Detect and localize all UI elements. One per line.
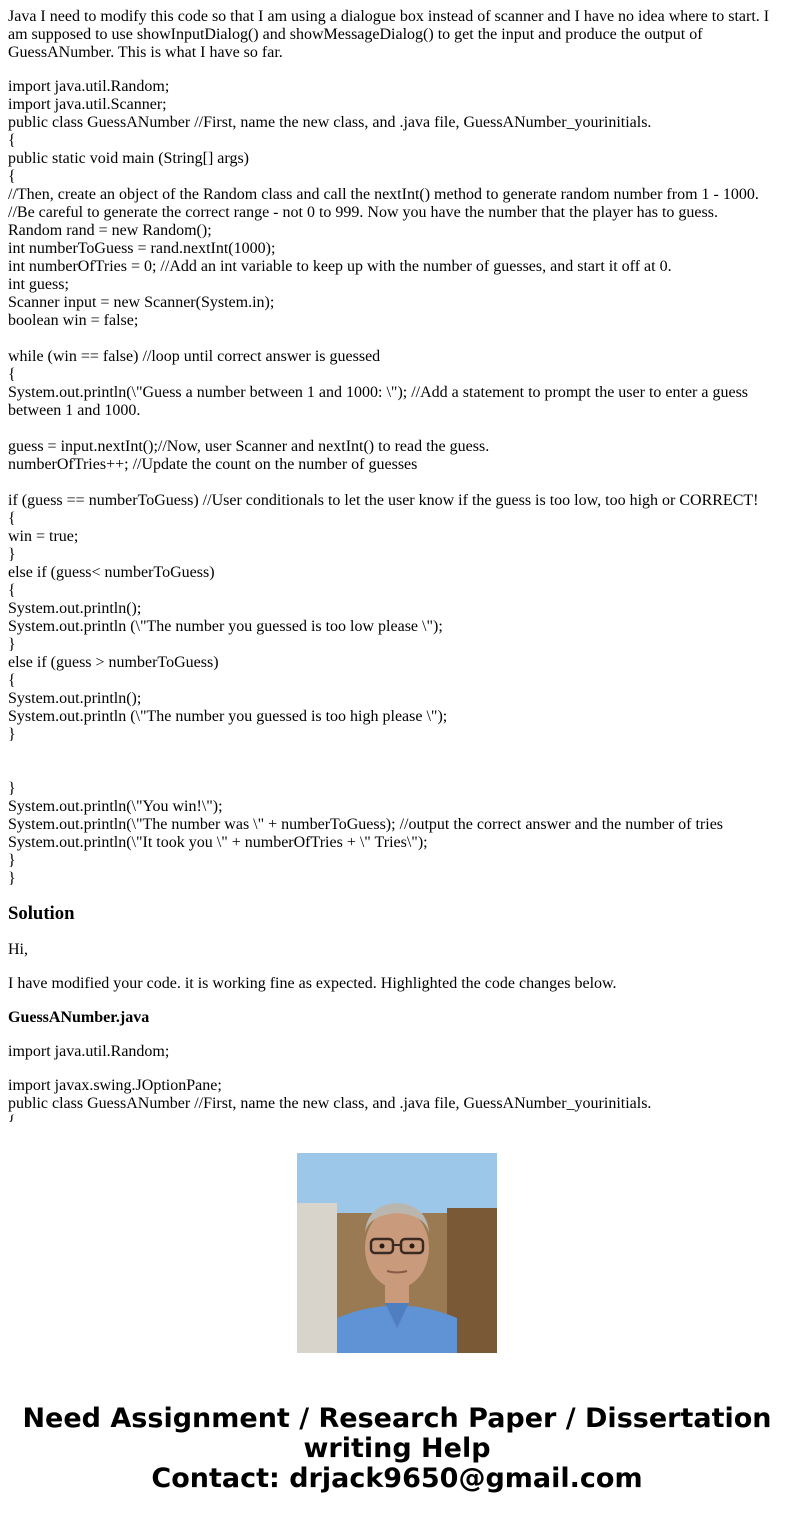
solution-filename: GuessANumber.java — [8, 1009, 150, 1026]
question-code-line: int numberOfTries = 0; //Add an int variable to keep up with the number of guesses, and start it off at 0. — [8, 258, 672, 275]
question-code-line: Scanner input = new Scanner(System.in); — [8, 294, 275, 311]
question-code-line: } — [8, 726, 16, 743]
question-code-line: } — [8, 546, 16, 563]
question-intro: Java I need to modify this code so that I am using a dialogue box instead of scanner and I have no idea where to start. I am supposed to use showInputDialog() and showMessageDialog() to get the input and produce the output of GuessANumber. This is what I have so far. — [8, 8, 770, 61]
question-code-line: else if (guess< numberToGuess) — [8, 564, 215, 581]
question-code-line: public static void main (String[] args) — [8, 150, 249, 167]
question-code-line: { — [8, 582, 16, 599]
question-code-line: { — [8, 132, 16, 149]
question-code-line: int numberToGuess = rand.nextInt(1000); — [8, 240, 276, 257]
question-code-line: System.out.println (\"The number you guessed is too low please \"); — [8, 618, 443, 635]
question-code-line — [8, 744, 786, 762]
question-code-line: } — [8, 852, 16, 869]
question-code-line: int guess; — [8, 276, 69, 293]
solution-code-line: import javax.swing.JOptionPane; — [8, 1077, 222, 1094]
question-code-line: import java.util.Scanner; — [8, 96, 167, 113]
question-code-line: win = true; — [8, 528, 79, 545]
question-code-line: while (win == false) //loop until correct answer is guessed — [8, 348, 381, 365]
solution-heading: Solution — [8, 903, 75, 924]
question-code-line: else if (guess > numberToGuess) — [8, 654, 219, 671]
question-code-block — [8, 78, 786, 888]
question-code-line: System.out.println(\"You win!\"); — [8, 798, 223, 815]
question-code-line: } — [8, 780, 16, 797]
question-code-line: { — [8, 168, 16, 185]
author-avatar — [297, 1153, 497, 1353]
question-code-line — [8, 420, 786, 438]
question-code-line: { — [8, 366, 16, 383]
solution-note: I have modified your code. it is working fine as expected. Highlighted the code changes below. — [8, 975, 617, 992]
solution-code-line: public class GuessANumber //First, name the new class, and .java file, GuessANumber_yourinitials. — [8, 1095, 652, 1112]
contact-banner — [0, 1404, 794, 1494]
solution-greeting: Hi, — [8, 941, 28, 958]
contact-banner-line-2: writing Help — [303, 1433, 491, 1464]
question-code-line: boolean win = false; — [8, 312, 139, 329]
question-code-line: } — [8, 870, 16, 887]
question-code-line: public class GuessANumber //First, name the new class, and .java file, GuessANumber_yourinitials. — [8, 114, 652, 131]
question-code-line: } — [8, 636, 16, 653]
question-code-line: { — [8, 510, 16, 527]
question-code-line: //Then, create an object of the Random class and call the nextInt() method to generate random number from 1 - 1000. — [8, 186, 759, 203]
question-code-line: numberOfTries++; //Update the count on the number of guesses — [8, 456, 418, 473]
question-code-line: if (guess == numberToGuess) //User conditionals to let the user know if the guess is too low, too high or CORRECT! — [8, 492, 759, 509]
question-code-line: System.out.println(\"It took you \" + numberOfTries + \" Tries\"); — [8, 834, 428, 851]
question-code-line: import java.util.Random; — [8, 78, 170, 95]
question-code-line — [8, 330, 786, 348]
contact-banner-line-3: Contact: drjack9650@gmail.com — [151, 1463, 643, 1494]
question-content — [8, 8, 786, 1122]
question-code-line: Random rand = new Random(); — [8, 222, 212, 239]
question-code-line: { — [8, 672, 16, 689]
question-code-line — [8, 474, 786, 492]
question-code-line: System.out.println(\"The number was \" + numberToGuess); //output the correct answer and the number of tries — [8, 816, 724, 833]
question-code-line: System.out.println (\"The number you guessed is too high please \"); — [8, 708, 448, 725]
contact-banner-line-1: Need Assignment / Research Paper / Dissertation — [22, 1403, 772, 1434]
question-code-line: System.out.println(); — [8, 690, 142, 707]
question-code-line: System.out.println(); — [8, 600, 142, 617]
question-code-line: //Be careful to generate the correct range - not 0 to 999. Now you have the number that the player has to guess. — [8, 204, 718, 221]
solution-code-first-line: import java.util.Random; — [8, 1043, 170, 1060]
question-code-line: System.out.println(\"Guess a number between 1 and 1000: \"); //Add a statement to prompt the user to enter a guess between 1 and 1000. — [8, 384, 753, 419]
question-code-line — [8, 762, 786, 780]
question-code-line: guess = input.nextInt();//Now, user Scanner and nextInt() to read the guess. — [8, 438, 490, 455]
promo-section — [0, 1122, 794, 1523]
